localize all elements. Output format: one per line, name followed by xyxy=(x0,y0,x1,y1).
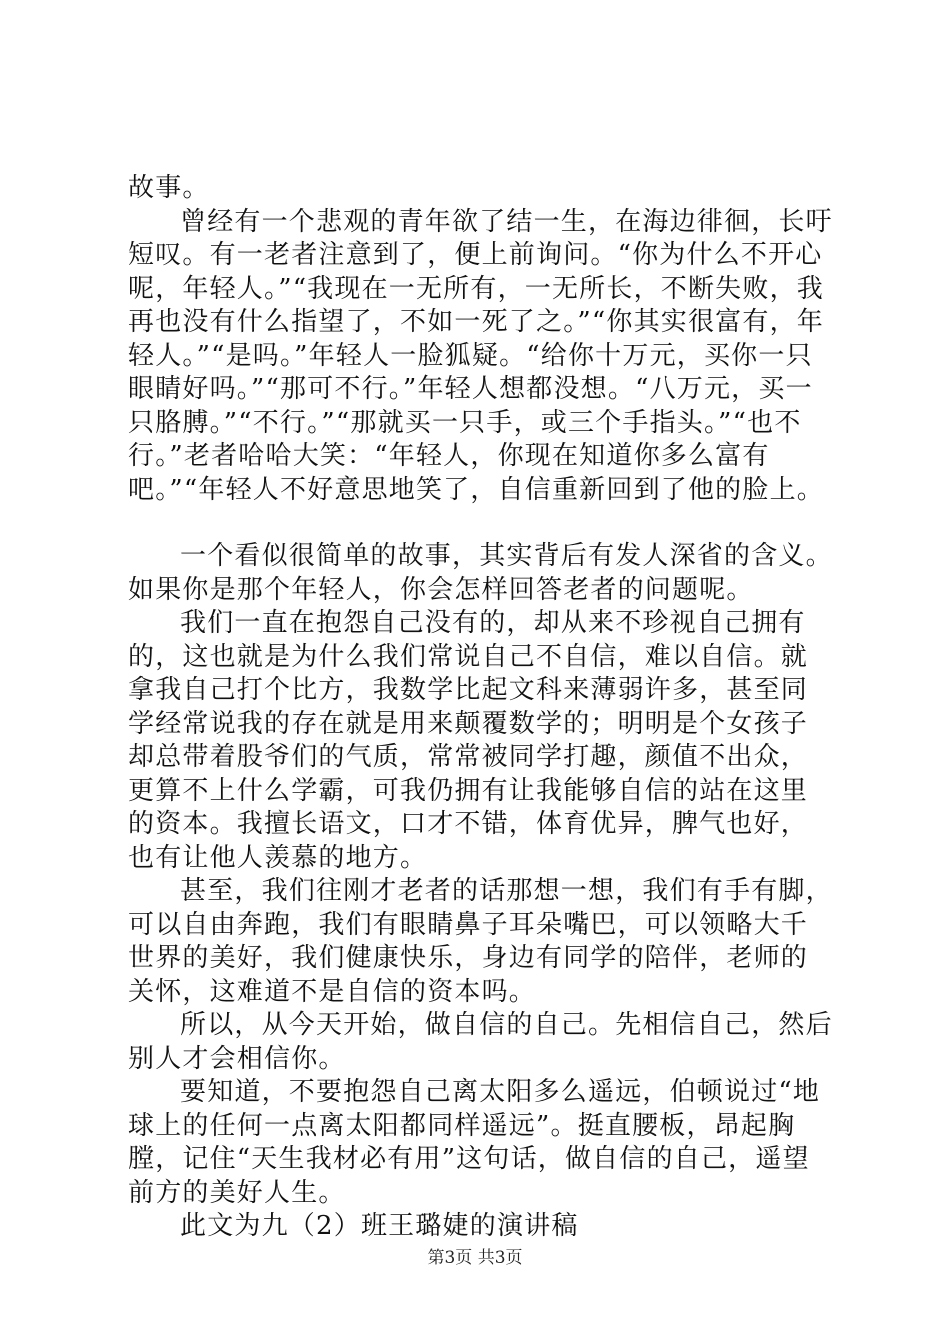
paragraph: 曾经有一个悲观的青年欲了结一生，在海边徘徊，长吁短叹。有一老者注意到了，便上前询问。“你为什么不开心呢，年轻人。”“我现在一无所有，一无所长，不断失败，我再也没有什么指望了，不如一死了之。”“你其实很富有，年轻人。”“是吗。”年轻人一脸狐疑。“给你十万元，买你一只眼睛好吗。”“那可不行。”年轻人想都没想。“八万元，买一只胳膊。”“不行。”“那就买一只手，或三个手指头。”“也不行。”老者哈哈大笑：“年轻人，你现在知道你多么富有吧。”“年轻人不好意思地笑了，自信重新回到了他的脸上。 xyxy=(128,206,833,505)
page-number-label: 第3页 共3页 xyxy=(427,1248,523,1268)
paragraph: 所以，从今天开始，做自信的自己。先相信自己，然后别人才会相信你。 xyxy=(128,1010,833,1074)
paragraph: 一个看似很简单的故事，其实背后有发人深省的含义。如果你是那个年轻人，你会怎样回答老者的问题呢。 xyxy=(128,541,833,605)
paragraph: 故事。 xyxy=(128,173,210,203)
document-body xyxy=(128,172,833,1244)
paragraph-gap xyxy=(128,507,833,540)
paragraph: 甚至，我们往刚才老者的话那想一想，我们有手有脚，可以自由奔跑，我们有眼睛鼻子耳朵嘴巴，可以领略大千世界的美好，我们健康快乐，身边有同学的陪伴，老师的关怀，这难道不是自信的资本吗。 xyxy=(128,876,833,1007)
paragraph: 要知道，不要抱怨自己离太阳多么遥远，伯顿说过“地球上的任何一点离太阳都同样遥远”。挺直腰板，昂起胸膛，记住“天生我材必有用”这句话，做自信的自己，遥望前方的美好人生。 xyxy=(128,1077,821,1208)
paragraph: 我们一直在抱怨自己没有的，却从来不珍视自己拥有的，这也就是为什么我们常说自己不自信，难以自信。就拿我自己打个比方，我数学比起文科来薄弱许多，甚至同学经常说我的存在就是用来颠覆数学的；明明是个女孩子却总带着股爷们的气质，常常被同学打趣，颜值不出众，更算不上什么学霸，可我仍拥有让我能够自信的站在这里的资本。我擅长语文，口才不错，体育优异，脾气也好，也有让他人羡慕的地方。 xyxy=(128,608,809,873)
page-footer xyxy=(0,1243,950,1268)
paragraph: 此文为九（2）班王璐婕的演讲稿 xyxy=(180,1211,579,1241)
